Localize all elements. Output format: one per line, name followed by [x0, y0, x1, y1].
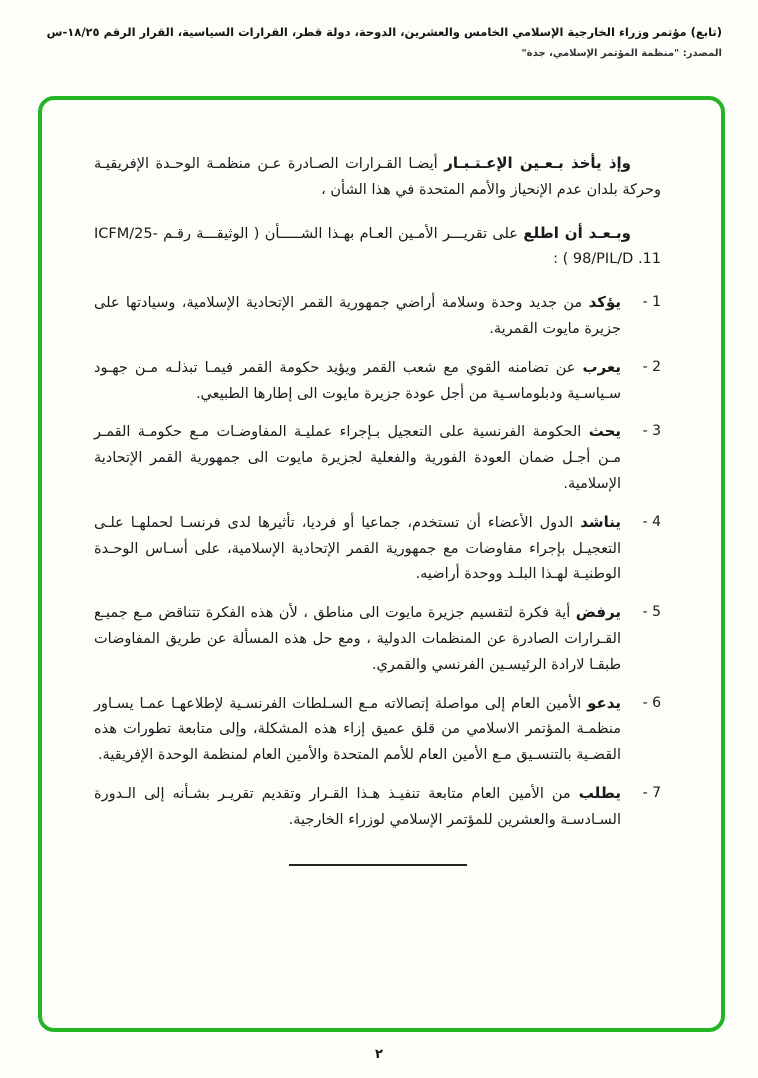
header-title-line: (تابع) مؤتمر وزراء الخارجية الإسلامي الخامس والعشرين، الدوحة، دولة قطر، القرارات السياسية، القرار الرقم ١٨/٢٥-س — [46, 25, 722, 39]
paragraph-text: على تقريـــر الأمـين العـام بهـذا الشـــــأن ( الوثيقـــة رقـم ‎ICFM/25-98/PIL/D .11‎ ) : — [94, 225, 661, 268]
item-text: من الأمين العام متابعة تنفيـذ هـذا القـرار وتقديم تقريـر بشـأنه إلى الـدورة السـادسـة والعشرين للمؤتمر الإسلامي لوزراء الخارجية. — [94, 785, 621, 828]
paragraph-lead: وبـعـد أن اطلع — [523, 223, 632, 242]
item-number: 6 - — [642, 694, 661, 711]
item-lead: يناشد — [580, 512, 621, 531]
item-text-block — [94, 289, 621, 343]
list-item — [94, 599, 661, 678]
item-number: 7 - — [642, 784, 661, 801]
item-text: الأمين العام إلى مواصلة إتصالاته مـع السـلطات الفرنسـية لإطلاعهـا عمـا يسـاور منظمـة المؤتمر الاسلامي من قلق عميق إزاء هذه المشكلة، وإلى متابعة تطورات هذه القضـية بالتنسـيق مـع الأمين العام للأمم المتحدة والأمين العام لمنظمة الوحدة الإفريقية. — [94, 695, 621, 764]
document-header — [30, 24, 722, 59]
list-item — [94, 690, 661, 769]
list-item — [94, 289, 661, 343]
resolution-clauses-list — [94, 289, 661, 833]
header-source-line: المصدر: "منظمة المؤتمر الإسلامي، جدة" — [521, 48, 722, 60]
preamble-paragraph — [94, 150, 661, 204]
paragraph-text: أيضـا القـرارات الصـادرة عـن منظمـة الوحـدة الإفريقيـة وحركة بلدان عدم الإنحياز والأمم المتحدة في هذا الشأن ، — [94, 156, 661, 198]
item-text-block — [94, 690, 621, 769]
item-lead: يرفض — [575, 603, 621, 622]
item-text-block — [94, 780, 621, 834]
item-text: من جديد وحدة وسلامة أراضي جمهورية القمر الإتحادية الإسلامية، وسيادتها على جزيرة مايوت القمرية. — [94, 295, 621, 337]
item-number: 5 - — [642, 604, 661, 621]
item-number: 1 - — [642, 294, 661, 311]
separator-line — [289, 864, 467, 866]
item-lead: يحث — [588, 422, 622, 441]
item-number: 3 - — [642, 423, 661, 440]
item-text-block — [94, 354, 621, 408]
preamble-paragraph — [94, 220, 661, 274]
item-text-block — [94, 418, 621, 497]
list-item — [94, 509, 661, 588]
item-text: عن تضامنه القوي مع شعب القمر ويؤيد حكومة القمر فيمـا تبذلـه مـن جهـود سـياسـية ودبلوماسـية من أجل عودة جزيرة مايوت الى إطارها الطبيعي. — [94, 359, 621, 402]
item-lead: يؤكد — [588, 293, 621, 312]
item-text-block — [94, 599, 621, 678]
list-item — [94, 780, 661, 834]
item-lead: يدعو — [587, 693, 622, 712]
item-text: أية فكرة لتقسيم جزيرة مايوت الى مناطق ، لأن هذه الفكرة تتناقض مـع جميـع القـرارات الصادرة عن المنظمات الدولية ، ومع حل هذه المسألة عن طريق المفاوضات طبقـا لارادة الرئيسـين الفرنسي والقمري. — [94, 605, 621, 673]
item-text: الحكومة الفرنسية على التعجيل بـإجراء عمليـة المفاوضـات مـع حكومـة القمـر مـن أجـل ضمان العودة الفورية والفعلية لجزيرة مايوت الى جمهورية القمر الإتحادية الإسلامية. — [94, 424, 621, 492]
list-item — [94, 354, 661, 408]
item-text-block — [94, 509, 621, 588]
paragraph-lead: وإذ يأخذ بـعـين الإعـتـبـار — [444, 154, 631, 172]
document-body — [94, 150, 661, 866]
item-lead: يعرب — [582, 357, 622, 376]
page-number: ٢ — [375, 1047, 383, 1062]
item-number: 2 - — [642, 358, 661, 375]
item-number: 4 - — [642, 513, 661, 530]
item-text: الدول الأعضاء أن تستخدم، جماعيا أو فرديا، تأثيرها لدى فرنسـا لحملهـا علـى التعجيـل بإجراء مفاوضات مع جمهورية القمر الإتحادية الإسلامية، على أسـاس الوحـدة الوطنيـة لهـذا البلـد ووحدة أراضيه. — [94, 514, 621, 583]
item-lead: يطلب — [578, 783, 621, 802]
list-item — [94, 418, 661, 497]
